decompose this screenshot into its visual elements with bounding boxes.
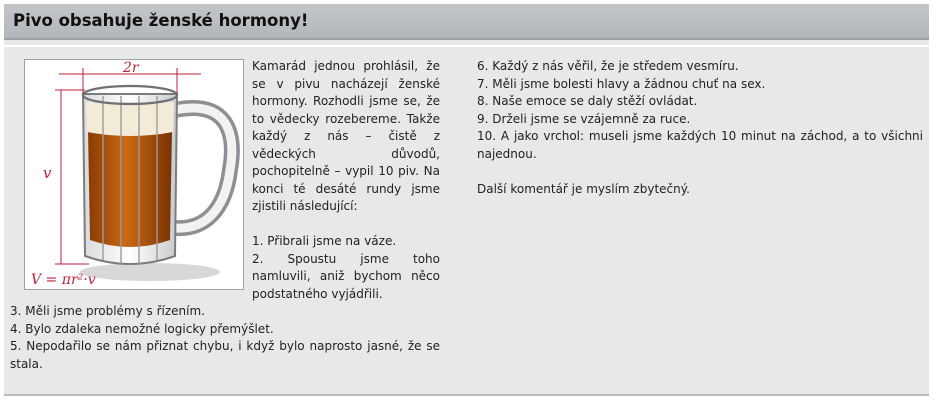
volume-formula: V = πr²·v bbox=[31, 272, 96, 288]
right-column bbox=[477, 58, 923, 198]
left-column bbox=[10, 58, 440, 373]
beer-mug-illustration bbox=[25, 60, 243, 289]
list-item-6: 6. Každý z nás věřil, že je středem vesmíru. bbox=[477, 59, 739, 73]
divider bbox=[4, 45, 929, 47]
title-bar bbox=[4, 4, 929, 40]
intro-paragraph: Kamarád jednou prohlásil, že se v pivu nacházejí ženské hormony. Rozhodli jsme se, že to vědecky rozebereme. Takže každý z nás – čistě z vědeckých důvodů, pochopitelně – vypil 10 piv. Na konci té desáté rundy jsme zjistili následující: bbox=[252, 59, 440, 213]
diameter-label: 2r bbox=[123, 60, 139, 76]
list-item-4: 4. Bylo zdaleka nemožné logicky přemýšlet. bbox=[10, 321, 274, 336]
list-item-3: 3. Měli jsme problémy s řízením. bbox=[10, 304, 205, 318]
list-item-2: 2. Spoustu jsme toho namluvili, aniž bychom něco podstatného vyjádřili. bbox=[252, 251, 440, 301]
list-item-8: 8. Naše emoce se daly stěží ovládat. bbox=[477, 94, 698, 108]
beer-mug-image bbox=[24, 59, 244, 290]
list-item-7: 7. Měli jsme bolesti hlavy a žádnou chuť na sex. bbox=[477, 76, 766, 91]
list-item-5: 5. Nepodařilo se nám přiznat chybu, i když bylo naprosto jasné, že se stala. bbox=[10, 339, 440, 371]
list-item-1: 1. Přibrali jsme na váze. bbox=[252, 234, 397, 248]
list-item-9: 9. Drželi jsme se vzájemně za ruce. bbox=[477, 111, 691, 126]
outro-paragraph: Další komentář je myslím zbytečný. bbox=[477, 181, 690, 196]
height-label: v bbox=[43, 164, 52, 182]
article-title: Pivo obsahuje ženské hormony! bbox=[13, 11, 309, 30]
article-panel bbox=[4, 4, 929, 396]
list-item-10: 10. A jako vrchol: museli jsme každých 10 minut na záchod, a to všichni najednou. bbox=[477, 129, 923, 161]
